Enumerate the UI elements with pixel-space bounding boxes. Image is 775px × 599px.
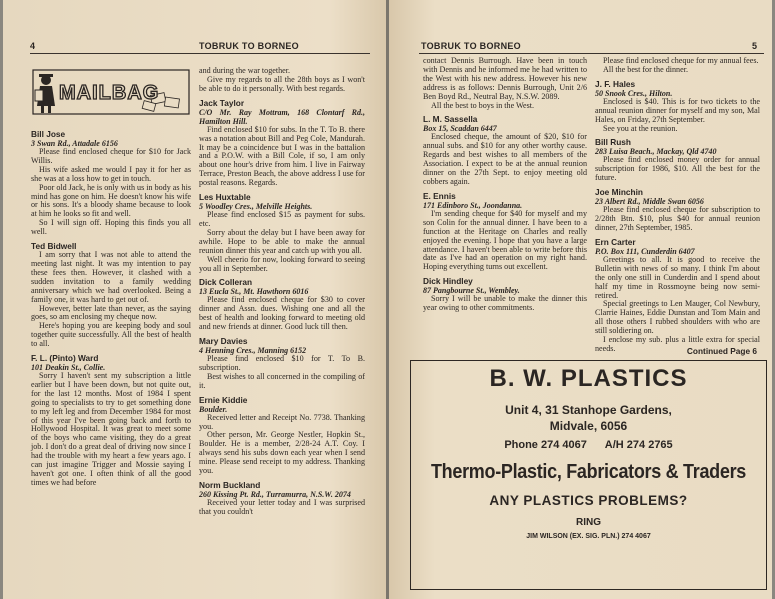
letter-author-address: Box 15, Scaddan 6447 — [423, 124, 497, 134]
letter-paragraph: Enclosed is $40. This is for two tickets to the annual reunion dinner for myself and my son, Mal Hales, on Friday, 27th September. — [595, 96, 760, 124]
continued-note: Continued Page 6 — [686, 346, 757, 356]
left-column-2 — [199, 67, 365, 517]
letter-author-name: Joe Minchin — [595, 187, 643, 198]
mailbag-title: MAILBAG — [59, 82, 160, 104]
advert-phone: Phone 274 4067 A/H 274 2765 — [504, 439, 673, 451]
letter-author-name: Bill Rush — [595, 137, 631, 148]
letter-paragraph: Please find enclosed cheque for my annual fees. — [603, 56, 759, 65]
letter-author-name: Mary Davies — [199, 336, 248, 347]
letter-paragraph: His wife asked me would I pay it for her as she was at a loss how to get in touch. — [31, 164, 191, 183]
letter-author-name: L. M. Sassella — [423, 114, 478, 125]
letter-paragraph: Best wishes to all concerned in the compiling of it. — [199, 371, 365, 390]
letter-author-name: E. Ennis — [423, 190, 456, 201]
letter-paragraph: However, better late than never, as the saying goes, so am enclosing my cheque now. — [31, 303, 191, 322]
mailbag-masthead — [31, 66, 191, 118]
letter-author-address: 171 Edinboro St., Joondanna. — [423, 200, 523, 210]
right-column-2 — [595, 57, 760, 354]
mailman-icon — [35, 74, 55, 113]
page-number-left: 4 — [30, 41, 36, 51]
letter-author-address: 101 Deakin St., Collie. — [31, 363, 106, 373]
letter-paragraph: Give my regards to all the 28th boys as I won't be able to do it personally. With best regards. — [199, 74, 365, 93]
letter-author-address: 5 Woodley Cres., Melville Heights. — [199, 202, 313, 212]
letter-author-address: 13 Eucla St., Mt. Hawthorn 6016 — [199, 287, 309, 297]
letter-paragraph: Please find enclosed cheque for $10 for Jack Willis. — [31, 147, 191, 165]
letter-paragraph: Please find enclosed cheque for subscription to 2/28th Btn. $10, plus $40 for annual reunion dinner, 27th September, 1985. — [595, 205, 760, 232]
letter-author-name: Les Huxtable — [199, 192, 251, 203]
advert-question: ANY PLASTICS PROBLEMS? — [489, 493, 688, 508]
letter-paragraph: See you at the reunion. — [603, 123, 678, 133]
letter-author-address: 23 Albert Rd., Middle Swan 6056 — [595, 197, 704, 207]
letter-paragraph: Received your letter today and I was surprised that you couldn't — [199, 498, 365, 516]
letter-paragraph: Sorry I haven't sent my subscription a little earlier but I have been down, but not quite out, for the last 12 months. Most of 1984 I spent going to specialists to try to get something done to my left leg and from December 1984 for most of this year I've been going back and forth to Hollywood Hospital. It was great to meet some of the boys who came visiting, they do a great job. I don't do a great deal of driving now since I had the trouble with my heart a few years ago. I can just imagine Trigger and Mossie saying I haven't got one. I often think of all the good times we had before — [31, 371, 191, 487]
letter-paragraph: Received letter and Receipt No. 7738. Thanking you. — [199, 412, 365, 431]
advert-address-line-2: Midvale, 6056 — [549, 419, 628, 433]
letter-paragraph: Sorry about the delay but I have been away for awhile. Hope to be able to make the annual reunion dinner this year and catch up with you all. — [199, 227, 365, 255]
left-page — [3, 0, 387, 599]
letter-paragraph: Please find enclosed $15 as payment for subs. etc. — [199, 210, 365, 228]
advert-tagline: Thermo-Plastic, Fabricators & Traders — [430, 459, 746, 483]
letter-author-address: 4 Henning Cres., Manning 6152 — [199, 346, 307, 356]
letter-author-address: 283 Luisa Beach., Mackay, Qld 4740 — [595, 147, 717, 157]
header-rule-right — [419, 53, 764, 54]
letter-paragraph: All the best for the dinner. — [603, 64, 688, 74]
letter-author-name: Dick Hindley — [423, 276, 473, 287]
letter-author-name: Ern Carter — [595, 236, 636, 247]
running-title-left: TOBRUK TO BORNEO — [199, 41, 299, 51]
letter-paragraph: So I will sign off. Hoping this finds you all well. — [31, 218, 191, 237]
letter-paragraph: Please find enclosed money order for annual subscription for 1986, $10. All the best for the future. — [595, 155, 760, 183]
letter-paragraph: Enclosed cheque, the amount of $20, $10 for annual subs. and $10 for any other worthy cause. Regards and best wishes to all members of the Association. I expect to be at the annual reunion dinner on the 27th Sept. to enjoy meeting old cobbers again. — [423, 132, 587, 186]
header-rule-left — [30, 53, 370, 54]
left-column-1 — [31, 125, 191, 488]
plastics-advert — [410, 360, 767, 590]
advert-ring: RING — [576, 517, 601, 528]
letter-paragraph: Special greetings to Len Mauger, Col Newbury, Clarrie Haines, Eddie Dunstan and Tom Main and all those others I rubbed shoulders with who are still soldiering on. — [595, 299, 760, 336]
running-title-right: TOBRUK TO BORNEO — [421, 41, 521, 51]
advert-company-name: B. W. PLASTICS — [489, 365, 688, 392]
letter-paragraph: Find enclosed $10 for subs. In the T. To B. there was a notation about Bill and Peg Cole, Mandurah. It may be a coincidence but I was in the battalion and a P.O.W. with a Bill Cole, if so, I am only about one hour's drive from him. I live in Fairway Terrace, Preston Beach, the above address I use for postal reasons. Regards. — [199, 124, 365, 188]
letter-author-name: Ted Bidwell — [31, 241, 77, 252]
letter-paragraph: Other person, Mr. George Nestler, Hopkin St., Boulder. He is a member, 2/28-24 A.T. Coy. I always send his subs down each year when I send mine. Please send receipt to my address. Thanking you. — [199, 430, 365, 476]
letter-paragraph: Greetings to all. It is good to receive the Bulletin with news of so many. I think I'm about the only one still in Cunderdin and I spend about half my time in Rossmoyne being now semi-retired. — [595, 254, 760, 300]
letter-paragraph: I'm sending cheque for $40 for myself and my son Colin for the annual dinner. I have been to a function at the Heritage on Charles and really enjoyed the evening. I hope that you have a large attendance. I haven't been able to write before this date as I've had an operation on my right hand. Hoping everything turns out excellent. — [423, 208, 587, 272]
letter-author-name: Ernie Kiddie — [199, 394, 248, 405]
letter-paragraph: I enclose my sub. plus a little extra for special needs. — [595, 335, 760, 353]
advert-address-line-1: Unit 4, 31 Stanhope Gardens, — [505, 403, 672, 417]
letter-author-address: 87 Pangbourne St., Wembley. — [423, 286, 520, 296]
page-number-right: 5 — [752, 41, 758, 51]
letter-paragraph: Here's hoping you are keeping body and soul together quite successfully. All the best of health to all. — [31, 321, 191, 349]
letter-paragraph: I am sorry that I was not able to attend the meeting last night. It was my intention to pay these fees then. However, it clashed with a sudden invitation to a family wedding anniversary which we had overlooked. Being a family one, it was hard to get out of. — [31, 250, 191, 304]
letter-author-name: Jack Taylor — [199, 97, 245, 108]
letter-author-address: 260 Kissing Pt. Rd., Turramurra, N.S.W. 2074 — [199, 490, 351, 499]
letter-paragraph: Sorry I will be unable to make the dinner this year owing to other commitments. — [423, 294, 587, 313]
letter-author-name: J. F. Hales — [595, 78, 636, 89]
letter-paragraph: and during the war together. — [199, 66, 291, 75]
letter-author-name: Bill Jose — [31, 129, 66, 139]
letter-author-address: 50 Snook Cres., Hilton. — [595, 88, 673, 98]
letter-author-name: Dick Colleran — [199, 277, 253, 288]
letter-author-address: 3 Swan Rd., Attadale 6156 — [31, 139, 118, 148]
letter-paragraph: Poor old Jack, he is only with us in body as his mind has gone on him. He doesn't know his wife or his sons. It's a bloody shame because to look at him he looks so fit and well. — [31, 182, 191, 219]
letter-author-address: C/O Mr. Ray Mottram, 168 Clontarf Rd., Hamilton Hill. — [199, 107, 365, 126]
letter-author-address: Boulder. — [199, 404, 228, 414]
letter-author-address: P.O. Box 111, Cunderdin 6407 — [595, 246, 695, 256]
advert-contact: JIM WILSON (EX. SIG. PLN.) 274 4067 — [526, 533, 651, 540]
letter-paragraph: contact Dennis Burrough. Have been in touch with Dennis and he informed me he had written to the West with his new address. However his new address is as follows: Dennis Burrough, Unit 2/6 Ben Boyd Rd., Neutral Bay, N.S.W. 2089. — [423, 56, 587, 101]
letter-author-name: Norm Buckland — [199, 480, 261, 490]
right-column-1 — [423, 57, 587, 313]
letter-paragraph: Please find enclosed $10 for T. To B. subscription. — [199, 354, 365, 372]
letter-author-name: F. L. (Pinto) Ward — [31, 353, 99, 364]
letter-paragraph: All the best to boys in the West. — [431, 100, 535, 110]
letter-paragraph: Well cheerio for now, looking forward to seeing you all in September. — [199, 254, 365, 273]
letter-paragraph: Please find enclosed cheque for $30 to cover dinner and Assn. dues. Wishing one and all the best of health and looking forward to meeting old and new friends at dinner. Good luck till then. — [199, 295, 365, 332]
